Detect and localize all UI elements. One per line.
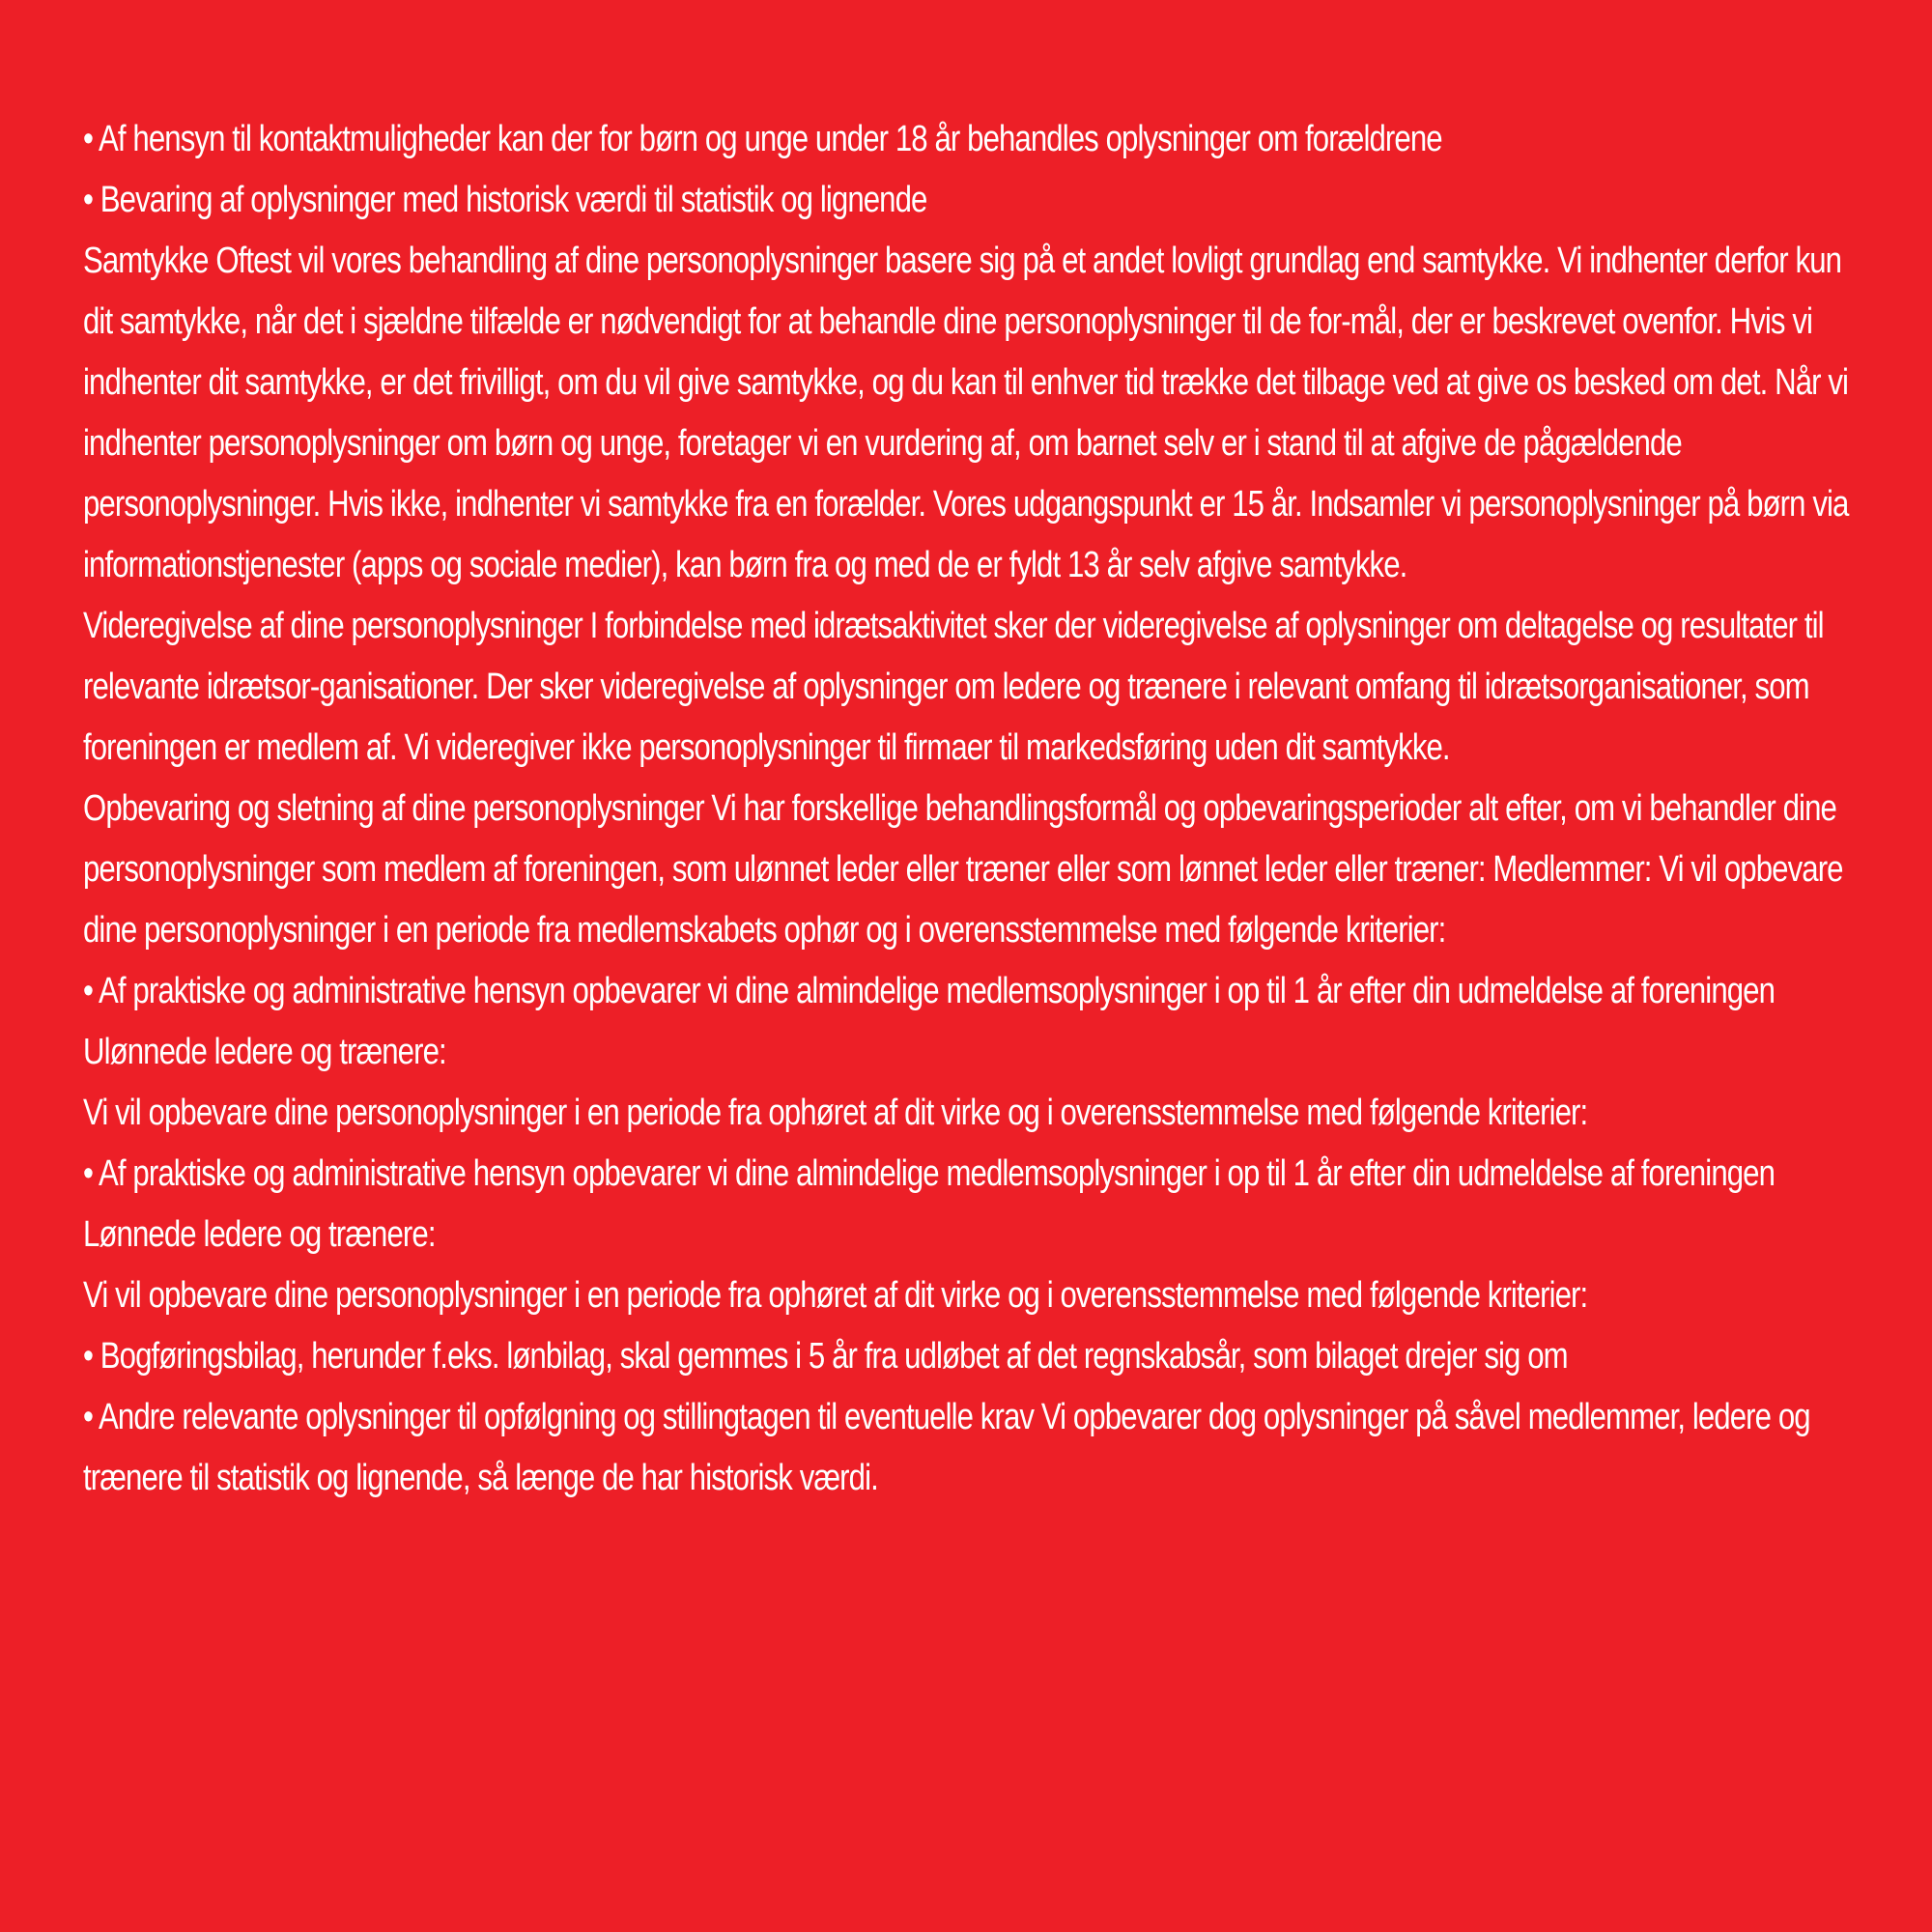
unpaid-leaders-retention: Vi vil opbevare dine personoplysninger i en periode fra ophøret af dit virke og i overensstemmelse med følgende kriterier: — [83, 1093, 1588, 1133]
bullet-unpaid-leaders-retention: • Af praktiske og administrative hensyn opbevarer vi dine almindelige medlemsoplysninger i op til 1 år efter din udmeldelse af foreningen Lønnede ledere og trænere: — [83, 1153, 1776, 1255]
bullet-other-relevant-info: • Andre relevante oplysninger til opfølgning og stillingtagen til eventuelle krav Vi opbevarer dog oplysninger på såvel medlemmer, ledere og trænere til statistik og lignende, så længe de har historisk værdi. — [83, 1397, 1810, 1498]
bullet-historical-value: • Bevaring af oplysninger med historisk værdi til statistik og lignende — [83, 180, 927, 220]
document-body — [83, 109, 1856, 1509]
section-storage-deletion: Opbevaring og sletning af dine personoplysninger Vi har forskellige behandlingsformål og opbevaringsperioder alt efter, om vi behandler dine personoplysninger som medlem af foreningen, som ulønnet leder eller træner eller som lønnet leder eller træner: Medlemmer: Vi vil opbevare dine personoplysninger i en periode fra medlemskabets ophør og i overensstemmelse med følgende kriterier: — [83, 788, 1843, 951]
paid-leaders-retention: Vi vil opbevare dine personoplysninger i en periode fra ophøret af dit virke og i overensstemmelse med følgende kriterier: — [83, 1275, 1588, 1316]
bullet-parent-info: • Af hensyn til kontaktmuligheder kan der for børn og unge under 18 år behandles oplysninger om forældrene — [83, 119, 1442, 159]
section-disclosure: Videregivelse af dine personoplysninger I forbindelse med idrætsaktivitet sker der videregivelse af oplysninger om deltagelse og resultater til relevante idrætsor-ganisationer. Der sker videregivelse af oplysninger om ledere og trænere i relevant omfang til idrætsorganisationer, som foreningen er medlem af. Vi videregiver ikke personoplysninger til firmaer til markedsføring uden dit samtykke. — [83, 606, 1824, 768]
bullet-members-retention: • Af praktiske og administrative hensyn opbevarer vi dine almindelige medlemsoplysninger i op til 1 år efter din udmeldelse af foreningen Ulønnede ledere og trænere: — [83, 971, 1776, 1072]
section-consent: Samtykke Oftest vil vores behandling af dine personoplysninger basere sig på et andet lovligt grundlag end samtykke. Vi indhenter derfor kun dit samtykke, når det i sjældne tilfælde er nødvendigt for at behandle dine personoplysninger til de for-mål, der er beskrevet ovenfor. Hvis vi indhenter dit samtykke, er det frivilligt, om du vil give samtykke, og du kan til enhver tid trække det tilbage ved at give os besked om det. Når vi indhenter personoplysninger om børn og unge, foretager vi en vurdering af, om barnet selv er i stand til at afgive de pågældende personoplysninger. Hvis ikke, indhenter vi samtykke fra en forælder. Vores udgangspunkt er 15 år. Indsamler vi personoplysninger på børn via informationstjenester (apps og sociale medier), kan børn fra og med de er fyldt 13 år selv afgive samtykke. — [83, 241, 1849, 585]
bullet-accounting-records: • Bogføringsbilag, herunder f.eks. lønbilag, skal gemmes i 5 år fra udløbet af det regnskabsår, som bilaget drejer sig om — [83, 1336, 1568, 1377]
